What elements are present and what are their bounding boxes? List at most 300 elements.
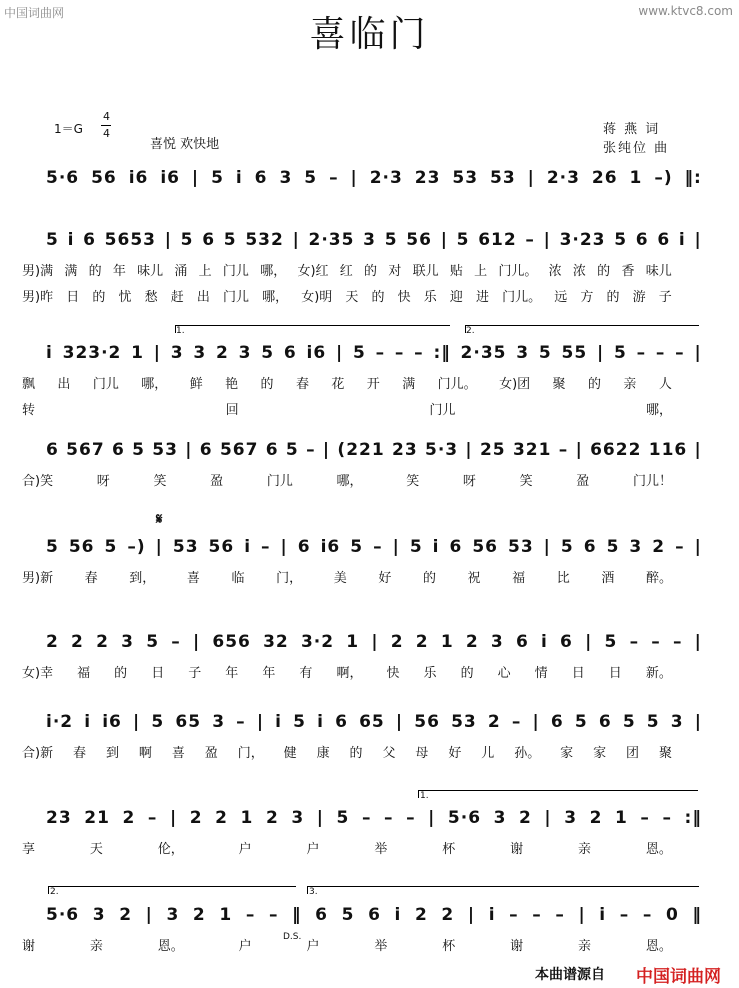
note: 6 — [254, 168, 268, 188]
note: 2 — [465, 632, 479, 652]
lyric-word: 的 — [114, 666, 128, 681]
lyric-word: 红 — [339, 264, 353, 279]
barline: | — [428, 808, 436, 828]
lyric-word: 哪， — [260, 264, 287, 279]
lyric-word: 亲 — [623, 377, 637, 392]
lyric-word: 门儿 — [266, 474, 293, 489]
note: – — [555, 905, 565, 925]
note: 2 — [390, 632, 404, 652]
lyrics1-row-3 — [22, 373, 672, 392]
notation-row-5 — [46, 537, 702, 557]
volta-1-line-row3 — [175, 325, 450, 326]
lyric-word: 有 — [299, 666, 313, 681]
notation-row-4 — [46, 440, 702, 460]
lyric-word: 祝 — [467, 571, 481, 586]
note: 5 — [456, 230, 470, 250]
volta-2-line-row3 — [465, 325, 699, 326]
lyric-word: 女)团 — [499, 377, 531, 392]
note: i — [678, 230, 686, 250]
barline: | — [694, 712, 702, 732]
volta-2-label-row9: 2. — [50, 887, 59, 897]
lyric-word: 回 — [225, 403, 239, 418]
note: 2 — [46, 632, 59, 652]
note: – — [306, 440, 316, 460]
lyric-word: 快 — [397, 290, 411, 305]
lyric-word: 门儿 — [429, 403, 456, 418]
lyric-word: 日 — [608, 666, 622, 681]
note: 2 — [441, 905, 455, 925]
barline: | — [335, 343, 344, 363]
note: 6 — [598, 712, 612, 732]
note: 6 — [265, 440, 279, 460]
lyric-word: 上 — [198, 264, 212, 279]
note: – — [619, 905, 630, 925]
lyric-word: 举 — [374, 939, 388, 954]
note: – — [261, 537, 271, 557]
note: 53 — [152, 440, 178, 460]
barline: | — [694, 537, 702, 557]
note: – — [375, 343, 386, 363]
lyric-word: 呀 — [462, 474, 476, 489]
note: – — [373, 537, 383, 557]
note: 3 — [92, 905, 106, 925]
note: 3 — [493, 808, 507, 828]
note: 5 — [151, 712, 165, 732]
lyric-word: 到， — [129, 571, 156, 586]
lyric-word: 的 — [597, 264, 611, 279]
notation-row-3 — [46, 343, 702, 363]
note: 116 — [648, 440, 688, 460]
note: 5 — [180, 230, 194, 250]
lyric-word: 哪， — [336, 474, 363, 489]
segno-sign: 𝄋 — [156, 510, 163, 528]
notation-row-6 — [46, 632, 702, 652]
barline: | — [694, 632, 702, 652]
note: i — [541, 632, 548, 652]
lyric-word: 聚 — [552, 377, 566, 392]
barline: | — [543, 230, 551, 250]
note: 23 — [392, 440, 418, 460]
note: – — [662, 808, 672, 828]
lyric-word: 福 — [77, 666, 91, 681]
lyric-word: 贴 — [449, 264, 463, 279]
lyric-word: 联儿 — [412, 264, 439, 279]
lyric-word: 愁 — [144, 290, 158, 305]
note: 5 — [560, 537, 574, 557]
note: – — [394, 343, 405, 363]
lyric-word: 门儿 — [92, 377, 119, 392]
note: i — [432, 537, 440, 557]
lyric-word: 健 — [283, 746, 297, 761]
note: 3 — [291, 808, 305, 828]
lyric-word: 户 — [306, 842, 320, 857]
barline: | — [395, 712, 404, 732]
barline: :‖ — [684, 808, 702, 828]
note: i — [84, 712, 92, 732]
lyric-word: 的 — [587, 377, 601, 392]
lyric-word: 的 — [260, 377, 274, 392]
barline: | — [694, 343, 702, 363]
note: i — [67, 230, 75, 250]
lyric-word: 的 — [606, 290, 620, 305]
lyric-word: 亲 — [89, 939, 103, 954]
barline: | — [164, 230, 172, 250]
note: 6 — [297, 537, 311, 557]
barline: | — [694, 230, 702, 250]
note: – — [655, 343, 666, 363]
lyric-word: 的 — [349, 746, 363, 761]
note: – — [147, 808, 158, 828]
note: 6 — [583, 537, 597, 557]
time-signature-bottom: 4 — [103, 127, 110, 140]
note: i — [46, 343, 53, 363]
note: 56 — [472, 537, 498, 557]
lyric-word: 父 — [382, 746, 396, 761]
volta-3-label-row9: 3. — [309, 887, 318, 897]
note: 5 — [304, 168, 318, 188]
note: 2 — [414, 905, 428, 925]
note: 6 — [335, 712, 348, 732]
note: 53 — [451, 712, 477, 732]
note: 5 — [46, 537, 59, 557]
lyric-word: 恩。 — [645, 842, 672, 857]
lyric-word: 乐 — [423, 290, 437, 305]
barline: | — [392, 537, 400, 557]
lyric-word: 子 — [188, 666, 202, 681]
lyric-word: 门， — [237, 746, 264, 761]
barline: | — [544, 808, 552, 828]
note: 5 — [614, 230, 628, 250]
lyric-word: 哪， — [262, 290, 289, 305]
lyric-word: 享 — [22, 842, 36, 857]
barline: | — [543, 537, 551, 557]
barline: | — [185, 440, 193, 460]
lyric-word: 比 — [556, 571, 570, 586]
barline: ‖ — [692, 905, 702, 925]
note: 656 — [212, 632, 251, 652]
note: 23 — [46, 808, 72, 828]
note: 5·3 — [424, 440, 459, 460]
note: 2 — [216, 343, 229, 363]
lyric-word: 的 — [371, 290, 385, 305]
lyric-word: 进 — [476, 290, 490, 305]
volta-1-label-row3: 1. — [176, 326, 185, 336]
note: 5 — [613, 343, 627, 363]
note: 2 — [487, 712, 501, 732]
note: 532 — [245, 230, 284, 250]
lyric-word: 新。 — [645, 666, 672, 681]
lyric-word: 户 — [306, 939, 320, 954]
note: 5 — [350, 537, 364, 557]
note: – — [236, 712, 246, 732]
lyric-word: 酒 — [601, 571, 615, 586]
lyric-word: 涌 — [174, 264, 188, 279]
volta-3-tick-row9 — [307, 886, 308, 894]
note: 3 — [516, 343, 530, 363]
note: 6 — [635, 230, 649, 250]
lyric-word: 谢 — [22, 939, 36, 954]
note: 5 — [285, 440, 299, 460]
lyric-word: 天 — [89, 842, 103, 857]
note: 3 — [170, 343, 184, 363]
lyrics1-row-9 — [22, 935, 672, 954]
note: 6 — [283, 343, 297, 363]
note: 2 — [215, 808, 228, 828]
note: i6 — [102, 712, 122, 732]
barline: | — [169, 808, 178, 828]
note: 5 — [211, 168, 224, 188]
notation-row-9 — [46, 905, 702, 925]
note: 5 — [352, 343, 366, 363]
lyrics1-row-8 — [22, 838, 672, 857]
lyric-word: 味儿 — [645, 264, 672, 279]
note: 323·2 — [62, 343, 122, 363]
source-label: 本曲谱源自 — [535, 967, 605, 983]
note: 0 — [665, 905, 679, 925]
note: 1 — [346, 632, 360, 652]
lyric-word: 的 — [422, 571, 436, 586]
note: i·2 — [46, 712, 74, 732]
barline: | — [145, 905, 153, 925]
barline: | — [155, 537, 163, 557]
note: 53 — [508, 537, 534, 557]
barline: ‖ — [292, 905, 302, 925]
note: 5·6 — [447, 808, 482, 828]
lyric-word: 的 — [88, 264, 102, 279]
note: 5 — [293, 712, 306, 732]
lyric-word: 人 — [658, 377, 672, 392]
lyric-word: 笑 — [519, 474, 533, 489]
note: 3 — [363, 230, 377, 250]
lyric-word: 出 — [57, 377, 71, 392]
barline: | — [440, 230, 448, 250]
note: 1 — [131, 343, 145, 363]
note: 3 — [490, 632, 504, 652]
note: 3 — [629, 537, 643, 557]
barline: | — [694, 440, 702, 460]
note: 5 — [622, 712, 636, 732]
source-site[interactable]: 中国词曲网 — [636, 967, 721, 987]
lyric-word: 举 — [374, 842, 388, 857]
note: – — [511, 712, 522, 732]
note: 5 — [341, 905, 355, 925]
lyric-word: 春 — [73, 746, 87, 761]
lyric-word: 福 — [512, 571, 526, 586]
note: 3 — [279, 168, 293, 188]
lyric-word: 门儿！ — [632, 474, 672, 489]
note: 6 — [111, 440, 125, 460]
note: 3·23 — [559, 230, 606, 250]
lyric-word: 心 — [497, 666, 511, 681]
note: i6 — [128, 168, 149, 188]
note: 56 — [91, 168, 117, 188]
note: 56 — [414, 712, 440, 732]
volta-2-line-row9 — [48, 886, 296, 887]
barline: | — [371, 632, 379, 652]
lyric-word: 到 — [105, 746, 119, 761]
lyric-word: 鲜 — [189, 377, 203, 392]
lyric-word: 年 — [112, 264, 126, 279]
lyric-word: 男)昨 — [22, 290, 54, 305]
lyric-word: 花 — [331, 377, 345, 392]
lyric-word: 天 — [345, 290, 359, 305]
note: – — [329, 168, 339, 188]
lyric-word: 喜 — [171, 746, 185, 761]
lyric-word: 浓 — [572, 264, 586, 279]
note: 56 — [406, 230, 432, 250]
lyric-word: 喜 — [186, 571, 200, 586]
lyric-word: 门儿。 — [498, 264, 538, 279]
lyrics2-row-3 — [22, 399, 672, 418]
lyric-word: 门儿 — [222, 290, 249, 305]
notation-row-8 — [46, 808, 702, 828]
lyric-word: 春 — [295, 377, 309, 392]
note: 3 — [564, 808, 578, 828]
lyric-word: 家 — [560, 746, 574, 761]
note: 2 — [415, 632, 429, 652]
note: 3 — [670, 712, 684, 732]
note: 6 — [515, 632, 529, 652]
note: 65 — [175, 712, 202, 732]
lyric-word: 开 — [366, 377, 380, 392]
volta-2-label-row3: 2. — [466, 326, 475, 336]
note: i — [244, 537, 252, 557]
lyric-word: 美 — [333, 571, 347, 586]
lyric-word: 的 — [460, 666, 474, 681]
note: 6622 — [590, 440, 642, 460]
note: 3 — [193, 343, 207, 363]
lyric-word: 门儿。 — [502, 290, 542, 305]
lyrics1-row-2 — [22, 260, 672, 279]
lyric-word: 飘 — [22, 377, 36, 392]
note: 3 — [121, 632, 134, 652]
lyrics1-row-5 — [22, 567, 672, 586]
lyrics2-row-2 — [22, 286, 672, 305]
note: i — [394, 905, 402, 925]
lyric-word: 康 — [316, 746, 330, 761]
note: 6 — [46, 440, 59, 460]
barline: | — [153, 343, 162, 363]
note: 5 — [604, 632, 618, 652]
volta-1-line-row8 — [418, 790, 698, 791]
lyric-word: 醉。 — [645, 571, 672, 586]
lyric-word: 日 — [571, 666, 585, 681]
lyric-word: 合)新 — [22, 746, 54, 761]
note: 2 — [71, 632, 84, 652]
lyric-word: 出 — [196, 290, 210, 305]
note: – — [672, 632, 683, 652]
lyric-word: 团 — [626, 746, 640, 761]
note: – — [636, 343, 647, 363]
note: 6 — [449, 537, 463, 557]
song-title: 喜临门 — [309, 14, 430, 55]
note: – — [268, 905, 279, 925]
barline: | — [133, 712, 141, 732]
note: 5 — [46, 230, 59, 250]
note: 2 — [96, 632, 109, 652]
lyric-word: 哪， — [645, 403, 672, 418]
note: 2 — [652, 537, 666, 557]
lyrics1-row-4 — [22, 470, 672, 489]
note: 21 — [84, 808, 110, 828]
lyric-word: 门， — [276, 571, 303, 586]
lyric-word: 杯 — [442, 842, 456, 857]
lyric-word: 男)新 — [22, 571, 54, 586]
lyric-word: 亲 — [578, 842, 592, 857]
volta-1-label-row8: 1. — [420, 791, 429, 801]
lyric-word: 哪， — [141, 377, 168, 392]
lyric-word: 盈 — [576, 474, 590, 489]
note: –) — [654, 168, 673, 188]
lyric-word: 户 — [238, 939, 252, 954]
note: i6 — [306, 343, 327, 363]
note: 5·6 — [46, 905, 80, 925]
note: 567 — [66, 440, 105, 460]
note: 5 — [646, 712, 660, 732]
note: 2 — [189, 808, 203, 828]
lyric-word: 年 — [262, 666, 276, 681]
note: 5·6 — [46, 168, 80, 188]
note: i — [275, 712, 282, 732]
note: (221 — [337, 440, 385, 460]
note: 53 — [172, 537, 199, 557]
note: i — [488, 905, 496, 925]
lyric-word: 母 — [415, 746, 429, 761]
note: 6 — [368, 905, 381, 925]
note: – — [651, 632, 661, 652]
time-signature-top: 4 — [103, 110, 110, 123]
lyric-word: 赶 — [170, 290, 184, 305]
note: 1 — [240, 808, 254, 828]
note: – — [509, 905, 519, 925]
note: 5 — [606, 537, 620, 557]
note: 5 — [261, 343, 275, 363]
lyric-word: 啊 — [138, 746, 152, 761]
note: 1 — [615, 808, 628, 828]
volta-3-line-row9 — [307, 886, 699, 887]
barline: | — [578, 905, 586, 925]
note: i — [235, 168, 243, 188]
note: 65 — [359, 712, 385, 732]
lyric-word: 杯 — [442, 939, 456, 954]
composer-credit: 张纯位 曲 — [603, 141, 670, 156]
dal-segno-mark: D.S. — [283, 932, 302, 942]
lyric-word: 香 — [621, 264, 635, 279]
lyric-word: 艳 — [225, 377, 239, 392]
note: 5 — [104, 537, 118, 557]
note: 3 — [212, 712, 226, 732]
note: 55 — [561, 343, 588, 363]
note: i6 — [320, 537, 341, 557]
barline: :‖ — [433, 343, 451, 363]
lyric-word: 恩。 — [157, 939, 184, 954]
barline: ‖: — [684, 168, 702, 188]
lyric-word: 年 — [225, 666, 239, 681]
lyric-word: 的 — [364, 264, 378, 279]
note: 5 — [132, 440, 145, 460]
note: 3·2 — [300, 632, 335, 652]
lyric-word: 女)幸 — [22, 666, 54, 681]
barline: | — [316, 808, 324, 828]
lyric-word: 快 — [386, 666, 400, 681]
lyric-word: 笑 — [153, 474, 167, 489]
note: 1 — [219, 905, 233, 925]
note: – — [406, 808, 416, 828]
time-signature-bar — [101, 125, 111, 126]
note: – — [532, 905, 542, 925]
lyric-word: 浓 — [548, 264, 562, 279]
lyric-word: 女)红 — [297, 264, 329, 279]
